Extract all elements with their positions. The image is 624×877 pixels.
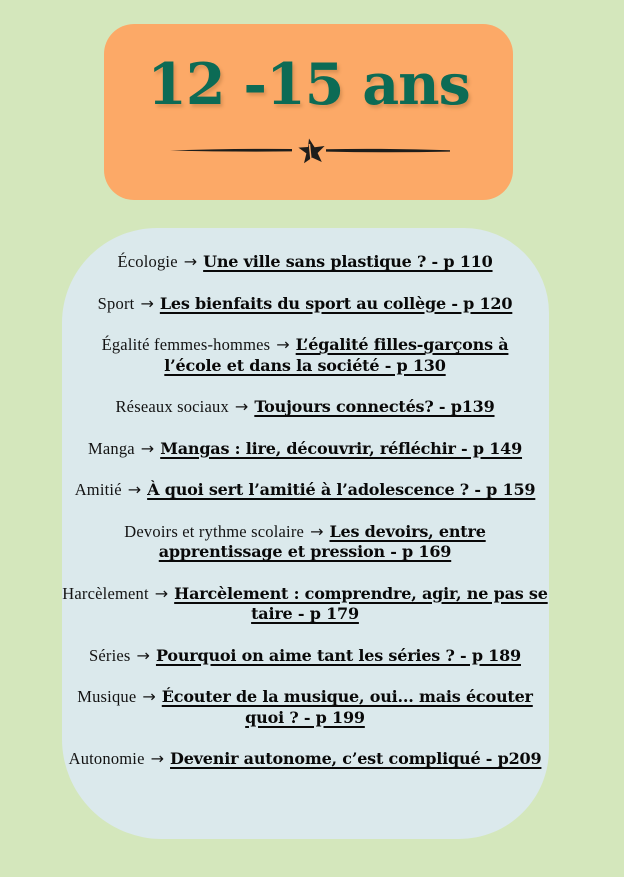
list-item[interactable] [50, 480, 560, 501]
list-item[interactable] [50, 335, 560, 376]
arrow-icon: → [183, 252, 198, 271]
topic-category: Amitié [74, 480, 122, 500]
topic-category: Égalité femmes-hommes [101, 335, 271, 355]
topic-category: Devoirs et rythme scolaire [124, 521, 305, 541]
arrow-icon: → [310, 521, 324, 541]
topic-title[interactable]: Harcèlement : comprendre, agir, ne pas se taire - p 179 [174, 583, 548, 624]
arrow-icon: → [234, 397, 249, 417]
topic-title[interactable]: Pourquoi on aime tant les séries ? - p 189 [155, 645, 521, 665]
list-item[interactable] [50, 584, 560, 625]
star-divider-icon [164, 135, 454, 165]
topics-list [62, 228, 549, 791]
topic-category: Séries [89, 645, 131, 665]
page-title: 12 -15 ans [147, 51, 470, 118]
topic-title[interactable]: Écouter de la musique, oui... mais écouter quoi ? - p 199 [161, 687, 533, 727]
topic-title[interactable]: L’égalité filles-garçons à l’école et dans la société - p 130 [164, 335, 509, 375]
list-item[interactable] [50, 252, 560, 273]
list-item[interactable] [50, 522, 560, 563]
topic-title[interactable]: Les devoirs, entre apprentissage et pression - p 169 [158, 521, 486, 562]
topic-category: Manga [87, 438, 135, 458]
list-item[interactable] [50, 439, 560, 460]
topic-category: Réseaux sociaux [115, 397, 229, 417]
topics-panel [62, 228, 549, 839]
topic-title[interactable]: Devenir autonome, c’est compliqué - p209 [170, 749, 542, 769]
list-item[interactable] [50, 294, 560, 315]
arrow-icon: → [127, 480, 142, 500]
topic-category: Harcèlement [62, 583, 149, 603]
arrow-icon: → [142, 687, 156, 707]
list-item[interactable] [50, 749, 560, 770]
arrow-icon: → [150, 749, 165, 769]
topic-title[interactable]: À quoi sert l’amitié à l’adolescence ? - p 159 [147, 480, 536, 500]
arrow-icon: → [154, 583, 169, 603]
topic-title[interactable]: Mangas : lire, découvrir, réfléchir - p 149 [160, 438, 523, 458]
topic-title[interactable]: Une ville sans plastique ? - p 110 [203, 252, 493, 271]
topic-title[interactable]: Les bienfaits du sport au collège - p 120 [159, 293, 513, 313]
topic-category: Musique [77, 687, 137, 707]
arrow-icon: → [140, 438, 155, 458]
arrow-icon: → [276, 335, 290, 355]
topic-category: Sport [97, 293, 135, 313]
arrow-icon: → [140, 293, 154, 313]
list-item[interactable] [50, 646, 560, 667]
header-card [104, 24, 513, 200]
topic-title[interactable]: Toujours connectés? - p139 [254, 397, 495, 417]
list-item[interactable] [50, 397, 560, 418]
topic-category: Autonomie [68, 749, 145, 769]
arrow-icon: → [136, 645, 150, 665]
topic-category: Écologie [117, 252, 178, 271]
list-item[interactable] [50, 687, 560, 728]
